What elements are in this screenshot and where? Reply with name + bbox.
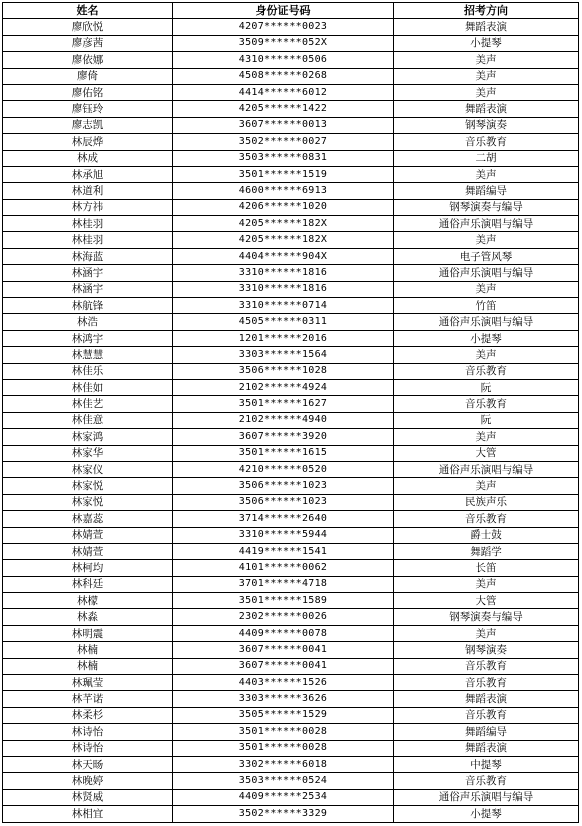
name-cell: 林慧慧 [3,347,173,363]
direction-column-header: 招考方向 [394,3,579,19]
table-row [3,248,579,264]
table-row [3,756,579,772]
table-row [3,216,579,232]
id-cell: 2102******4924 [173,379,394,395]
id-cell: 3501******0028 [173,724,394,740]
direction-cell: 阮 [394,379,579,395]
table-row [3,84,579,100]
direction-cell: 美声 [394,52,579,68]
id-cell: 3501******0028 [173,740,394,756]
name-cell: 林天旸 [3,756,173,772]
name-cell: 林家悦 [3,478,173,494]
table-row [3,527,579,543]
direction-cell: 小提琴 [394,35,579,51]
direction-cell: 竹笛 [394,298,579,314]
direction-cell: 阮 [394,412,579,428]
name-cell: 林方祎 [3,199,173,215]
direction-cell: 钢琴演奏与编导 [394,199,579,215]
table-row [3,445,579,461]
table-row [3,806,579,822]
id-column-header: 身份证号码 [173,3,394,19]
table-row [3,609,579,625]
id-cell: 4210******0520 [173,461,394,477]
direction-cell: 钢琴演奏与编导 [394,609,579,625]
name-cell: 林佳乐 [3,363,173,379]
direction-cell: 大管 [394,593,579,609]
table-row [3,429,579,445]
table-row [3,707,579,723]
name-cell: 林柔杉 [3,707,173,723]
direction-cell: 舞蹈表演 [394,19,579,35]
name-cell: 林道利 [3,183,173,199]
direction-cell: 钢琴演奏 [394,642,579,658]
direction-cell: 舞蹈编导 [394,724,579,740]
direction-cell: 通俗声乐演唱与编导 [394,265,579,281]
id-cell: 3501******1519 [173,166,394,182]
table-row [3,199,579,215]
direction-cell: 美声 [394,347,579,363]
direction-cell: 音乐教育 [394,363,579,379]
table-row [3,593,579,609]
direction-cell: 美声 [394,68,579,84]
header-row [3,3,579,19]
direction-cell: 美声 [394,84,579,100]
id-cell: 3506******1028 [173,363,394,379]
name-cell: 林浩 [3,314,173,330]
name-cell: 林诗怡 [3,740,173,756]
table-row [3,330,579,346]
name-cell: 林涵宇 [3,265,173,281]
id-cell: 4404******904X [173,248,394,264]
name-cell: 林家仪 [3,461,173,477]
table-row [3,740,579,756]
table-row [3,281,579,297]
table-row [3,265,579,281]
id-cell: 4205******1422 [173,101,394,117]
table-row [3,68,579,84]
name-cell: 林桂羽 [3,216,173,232]
table-body [3,19,579,822]
table-row [3,658,579,674]
id-cell: 3310******1816 [173,265,394,281]
direction-cell: 舞蹈表演 [394,101,579,117]
name-column-header: 姓名 [3,3,173,19]
table-row [3,773,579,789]
direction-cell: 长笛 [394,560,579,576]
table-row [3,494,579,510]
name-cell: 林晚婷 [3,773,173,789]
direction-cell: 音乐教育 [394,675,579,691]
name-cell: 林鸿宇 [3,330,173,346]
id-cell: 3310******5944 [173,527,394,543]
id-cell: 4403******1526 [173,675,394,691]
id-cell: 3502******0027 [173,134,394,150]
name-cell: 林诗怡 [3,724,173,740]
table-row [3,625,579,641]
direction-cell: 舞蹈编导 [394,183,579,199]
table-row [3,576,579,592]
table-row [3,724,579,740]
id-cell: 4310******0506 [173,52,394,68]
id-cell: 4205******182X [173,216,394,232]
direction-cell: 美声 [394,166,579,182]
table-row [3,134,579,150]
direction-cell: 音乐教育 [394,396,579,412]
id-cell: 3607******0041 [173,642,394,658]
name-cell: 林科廷 [3,576,173,592]
name-cell: 廖彦茜 [3,35,173,51]
id-cell: 4505******0311 [173,314,394,330]
direction-cell: 二胡 [394,150,579,166]
direction-cell: 通俗声乐演唱与编导 [394,314,579,330]
id-cell: 3509******052X [173,35,394,51]
table-row [3,412,579,428]
direction-cell: 爵士鼓 [394,527,579,543]
name-cell: 林檬 [3,593,173,609]
id-cell: 3701******4718 [173,576,394,592]
direction-cell: 通俗声乐演唱与编导 [394,789,579,805]
id-cell: 4101******0062 [173,560,394,576]
id-cell: 3503******0524 [173,773,394,789]
id-cell: 1201******2016 [173,330,394,346]
name-cell: 林婧萱 [3,527,173,543]
name-cell: 林佳如 [3,379,173,395]
direction-cell: 舞蹈学 [394,543,579,559]
name-cell: 林辰烨 [3,134,173,150]
registration-table [2,2,579,823]
id-cell: 4508******0268 [173,68,394,84]
name-cell: 林婧萱 [3,543,173,559]
direction-cell: 音乐教育 [394,773,579,789]
id-cell: 4207******0023 [173,19,394,35]
direction-cell: 美声 [394,625,579,641]
table-row [3,478,579,494]
id-cell: 3302******6018 [173,756,394,772]
table-row [3,363,579,379]
name-cell: 林楠 [3,658,173,674]
id-cell: 3607******0013 [173,117,394,133]
id-cell: 3310******1816 [173,281,394,297]
id-cell: 2102******4940 [173,412,394,428]
direction-cell: 舞蹈表演 [394,691,579,707]
name-cell: 廖钰玲 [3,101,173,117]
id-cell: 3501******1627 [173,396,394,412]
name-cell: 廖志凯 [3,117,173,133]
table-row [3,166,579,182]
name-cell: 林佳艺 [3,396,173,412]
table-row [3,183,579,199]
id-cell: 3607******0041 [173,658,394,674]
direction-cell: 美声 [394,576,579,592]
id-cell: 2302******0026 [173,609,394,625]
name-cell: 林淼 [3,609,173,625]
table-row [3,396,579,412]
name-cell: 林家鸿 [3,429,173,445]
id-cell: 3503******0831 [173,150,394,166]
table-row [3,543,579,559]
id-cell: 3501******1615 [173,445,394,461]
name-cell: 林家悦 [3,494,173,510]
direction-cell: 中提琴 [394,756,579,772]
direction-cell: 音乐教育 [394,707,579,723]
id-cell: 3310******0714 [173,298,394,314]
table-row [3,379,579,395]
name-cell: 林海蓝 [3,248,173,264]
id-cell: 4205******182X [173,232,394,248]
name-cell: 廖欣悦 [3,19,173,35]
name-cell: 廖倚 [3,68,173,84]
id-cell: 3303******3626 [173,691,394,707]
name-cell: 林贤威 [3,789,173,805]
name-cell: 林航锋 [3,298,173,314]
name-cell: 林明震 [3,625,173,641]
id-cell: 3714******2640 [173,511,394,527]
table-row [3,560,579,576]
table-row [3,52,579,68]
table-row [3,19,579,35]
direction-cell: 民族声乐 [394,494,579,510]
id-cell: 3502******3329 [173,806,394,822]
name-cell: 林芊诺 [3,691,173,707]
table-row [3,101,579,117]
name-cell: 林涵宇 [3,281,173,297]
name-cell: 林嘉蕊 [3,511,173,527]
table-row [3,789,579,805]
name-cell: 林桂羽 [3,232,173,248]
table-row [3,150,579,166]
table-header [3,3,579,19]
direction-cell: 通俗声乐演唱与编导 [394,461,579,477]
id-cell: 4414******6012 [173,84,394,100]
name-cell: 林楠 [3,642,173,658]
name-cell: 林柯均 [3,560,173,576]
table-row [3,232,579,248]
direction-cell: 音乐教育 [394,134,579,150]
table-row [3,314,579,330]
direction-cell: 通俗声乐演唱与编导 [394,216,579,232]
direction-cell: 美声 [394,281,579,297]
direction-cell: 美声 [394,478,579,494]
id-cell: 4409******2534 [173,789,394,805]
table-row [3,347,579,363]
name-cell: 林相宜 [3,806,173,822]
table-row [3,642,579,658]
direction-cell: 音乐教育 [394,658,579,674]
direction-cell: 音乐教育 [394,511,579,527]
table-row [3,691,579,707]
table-row [3,461,579,477]
id-cell: 4419******1541 [173,543,394,559]
table-row [3,35,579,51]
name-cell: 林家华 [3,445,173,461]
direction-cell: 美声 [394,429,579,445]
id-cell: 3607******3920 [173,429,394,445]
id-cell: 4409******0078 [173,625,394,641]
direction-cell: 小提琴 [394,330,579,346]
table-row [3,511,579,527]
id-cell: 3506******1023 [173,494,394,510]
name-cell: 林成 [3,150,173,166]
direction-cell: 大管 [394,445,579,461]
id-cell: 3506******1023 [173,478,394,494]
table-row [3,675,579,691]
name-cell: 林承旭 [3,166,173,182]
id-cell: 3501******1589 [173,593,394,609]
id-cell: 4600******6913 [173,183,394,199]
id-cell: 3303******1564 [173,347,394,363]
table-row [3,117,579,133]
table-row [3,298,579,314]
direction-cell: 钢琴演奏 [394,117,579,133]
name-cell: 林珮莹 [3,675,173,691]
name-cell: 廖佑铭 [3,84,173,100]
direction-cell: 小提琴 [394,806,579,822]
direction-cell: 美声 [394,232,579,248]
name-cell: 廖依娜 [3,52,173,68]
direction-cell: 舞蹈表演 [394,740,579,756]
id-cell: 4206******1020 [173,199,394,215]
id-cell: 3505******1529 [173,707,394,723]
name-cell: 林佳意 [3,412,173,428]
direction-cell: 电子管风琴 [394,248,579,264]
